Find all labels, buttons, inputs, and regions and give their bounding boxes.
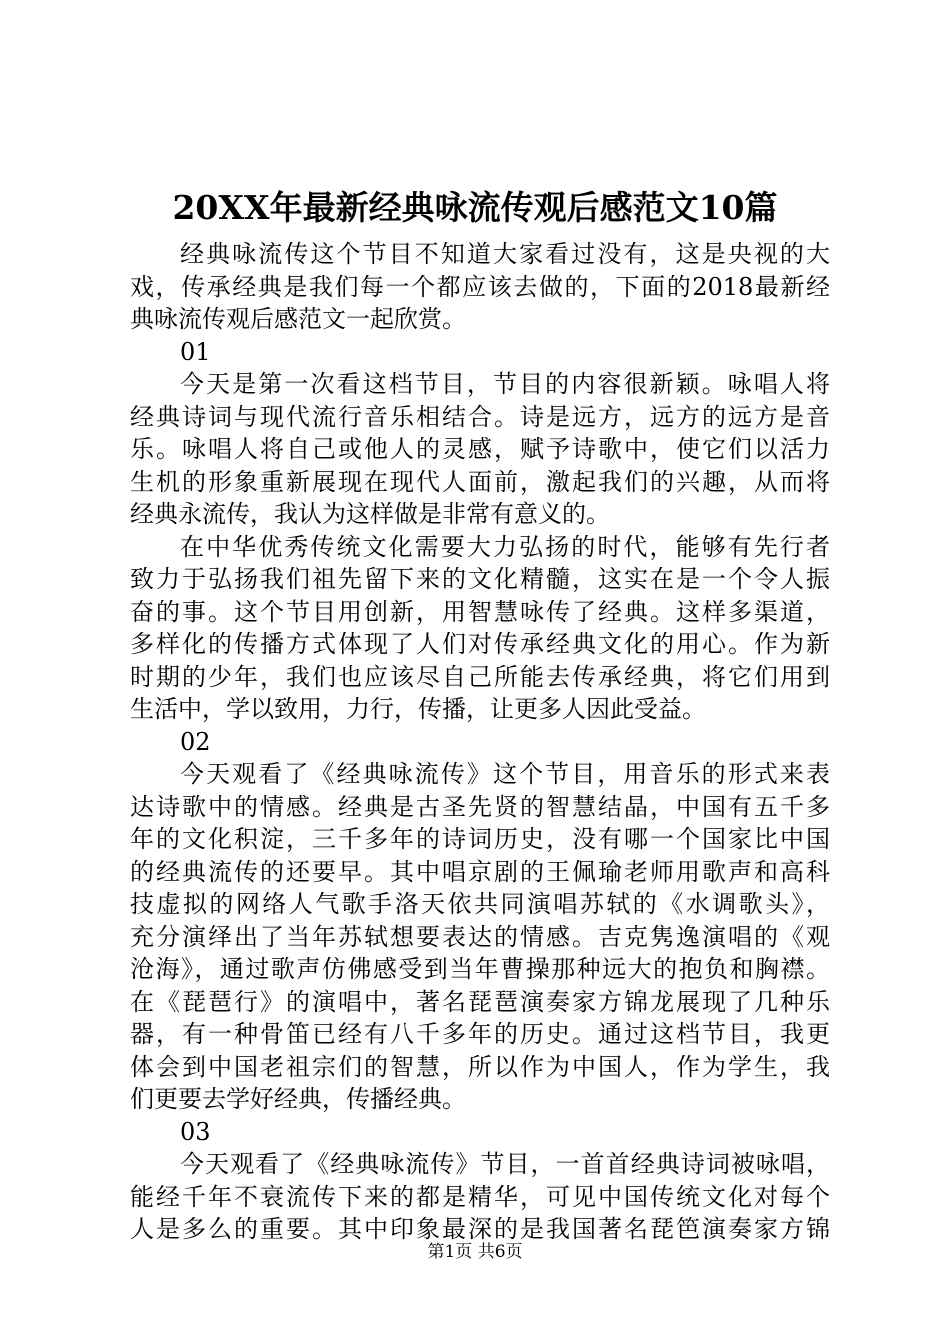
paragraph-line: 戏，传承经典是我们每一个都应该去做的，下面的2018最新经 [130,272,830,301]
paragraph-line: 经典咏流传这个节目不知道大家看过没有，这是央视的大 [180,240,830,268]
paragraph-line: 在中华优秀传统文化需要大力弘扬的时代，能够有先行者 [180,532,830,561]
paragraph-line: 经典永流传，我认为这样做是非常有意义的。 [130,500,610,528]
paragraph-line: 体会到中国老祖宗们的智慧，所以作为中国人，作为学生，我 [130,1052,830,1081]
paragraph-line: 充分演绎出了当年苏轼想要表达的情感。吉克隽逸演唱的《观 [130,922,830,951]
paragraph-line: 能经千年不衰流传下来的都是精华，可见中国传统文化对每个 [130,1182,830,1211]
paragraph-line: 经典诗词与现代流行音乐相结合。诗是远方，远方的远方是音 [130,402,830,431]
paragraph-line: 们更要去学好经典，传播经典。 [130,1085,466,1113]
document-title: 20XX年最新经典咏流传观后感范文10篇 [172,188,778,227]
paragraph-line: 今天观看了《经典咏流传》节目，一首首经典诗词被咏唱， [180,1150,830,1178]
paragraph-line: 今天观看了《经典咏流传》这个节目，用音乐的形式来表 [180,760,830,788]
paragraph-line: 达诗歌中的情感。经典是古圣先贤的智慧结晶，中国有五千多 [130,792,830,821]
paragraph-line: 致力于弘扬我们祖先留下来的文化精髓，这实在是一个令人振 [130,565,830,593]
paragraph-line: 年的文化积淀，三千多年的诗词历史，没有哪一个国家比中国 [130,825,830,853]
document-body [130,238,830,1246]
page-footer: 第1页 共6页 [427,1242,523,1262]
paragraph-line: 的经典流传的还要早。其中唱京剧的王佩瑜老师用歌声和高科 [130,857,830,886]
paragraph-line: 技虚拟的网络人气歌手洛天依共同演唱苏轼的《水调歌头》， [130,890,830,918]
paragraph-line: 器，有一种骨笛已经有八千多年的历史。通过这档节目，我更 [130,1020,830,1048]
section-number: 01 [180,337,211,366]
paragraph-line: 奋的事。这个节目用创新，用智慧咏传了经典。这样多渠道， [130,597,830,626]
paragraph-line: 典咏流传观后感范文一起欣赏。 [130,305,466,333]
paragraph-line: 时期的少年，我们也应该尽自己所能去传承经典，将它们用到 [130,662,830,691]
section-number: 03 [180,1117,211,1146]
paragraph-line: 生机的形象重新展现在现代人面前，激起我们的兴趣，从而将 [130,467,830,496]
paragraph-line: 乐。咏唱人将自己或他人的灵感，赋予诗歌中，使它们以活力 [130,435,830,463]
paragraph-line: 沧海》，通过歌声仿佛感受到当年曹操那种远大的抱负和胸襟。 [130,955,830,983]
section-number: 02 [180,727,211,756]
paragraph-line: 人是多么的重要。其中印象最深的是我国著名琵笆演奏家方锦 [130,1215,830,1243]
paragraph-line: 今天是第一次看这档节目，节目的内容很新颖。咏唱人将 [180,370,830,398]
paragraph-line: 多样化的传播方式体现了人们对传承经典文化的用心。作为新 [130,630,830,658]
paragraph-line: 生活中，学以致用，力行，传播，让更多人因此受益。 [130,695,706,723]
paragraph-line: 在《琵琶行》的演唱中，著名琵琶演奏家方锦龙展现了几种乐 [130,987,830,1016]
